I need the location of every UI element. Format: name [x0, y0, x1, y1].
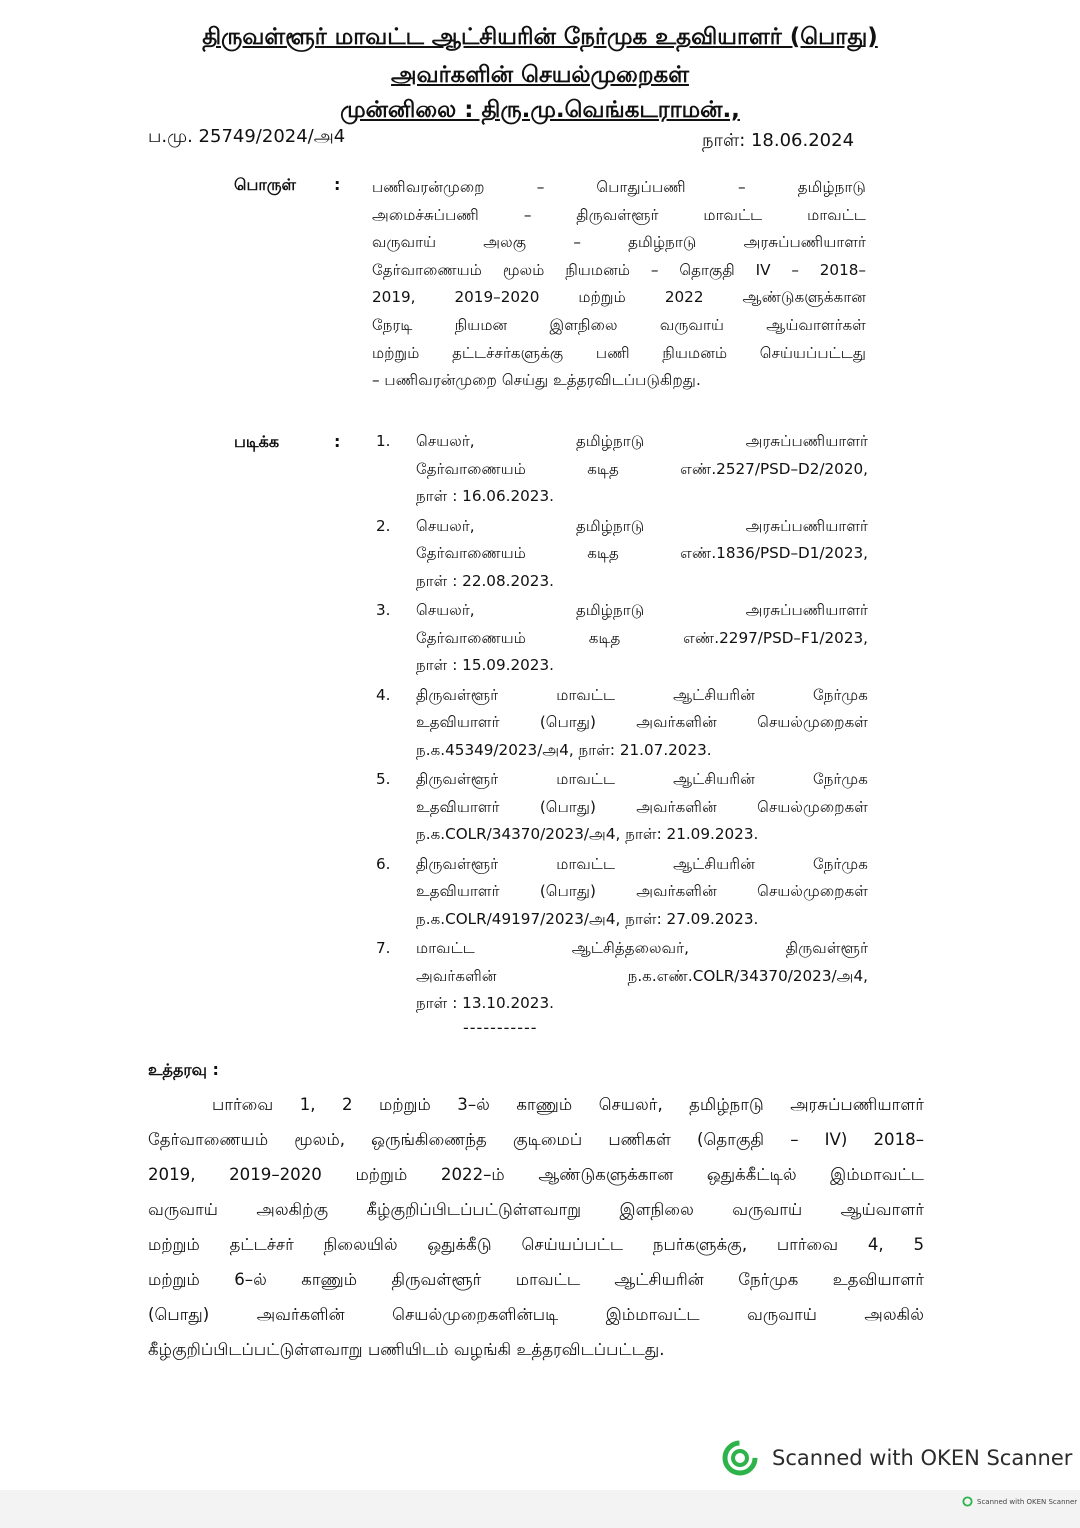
reference-line: அவர்களின் ந.க.எண்.COLR/34370/2023/அ4,: [416, 966, 868, 985]
reference-line: உதவியாளர் (பொது) அவர்களின் செயல்முறைகள்: [416, 797, 868, 816]
order-line: 2019, 2019–2020 மற்றும் 2022–ம் ஆண்டுகளுக்கான ஒதுக்கீட்டில் இம்மாவட்ட: [148, 1165, 924, 1184]
order-line: பார்வை 1, 2 மற்றும் 3–ல் காணும் செயலர், தமிழ்நாடு அரசுப்பணியாளர்: [212, 1095, 924, 1114]
subject-label: பொருள்: [234, 175, 296, 194]
header-line-1: திருவள்ளூர் மாவட்ட ஆட்சியரின் நேர்முக உதவியாளர் (பொது): [202, 24, 878, 50]
reference-line: தேர்வாணையம் கடித எண்.2297/PSD–F1/2023,: [416, 628, 868, 647]
order-label: உத்தரவு :: [148, 1060, 219, 1079]
scanner-mini-watermark: [962, 1496, 1077, 1507]
reference-line: உதவியாளர் (பொது) அவர்களின் செயல்முறைகள்: [416, 882, 868, 900]
reference-number: 5.: [376, 770, 391, 788]
subject-text: [372, 174, 866, 395]
reference-line: திருவள்ளூர் மாவட்ட ஆட்சியரின் நேர்முக: [416, 770, 868, 788]
order-line: தேர்வாணையம் மூலம், ஒருங்கிணைந்த குடிமைப் பணிகள் (தொகுதி – IV) 2018–: [148, 1130, 924, 1149]
reference-item: [376, 513, 870, 596]
reference-number: 3.: [376, 601, 391, 619]
subject-line: நேரடி நியமன இளநிலை வருவாய் ஆய்வாளர்கள்: [372, 315, 866, 334]
reference-line: ந.க.COLR/49197/2023/அ4, நாள்: 27.09.2023.: [416, 909, 759, 928]
subject-line: வருவாய் அலகு – தமிழ்நாடு அரசுப்பணியாளர்: [372, 233, 866, 252]
header-line-3: முன்னிலை : திரு.மு.வெங்கடராமன்.,: [340, 97, 740, 123]
references-label: படிக்க: [234, 432, 280, 451]
order-line: கீழ்குறிப்பிடப்பட்டுள்ளவாறு பணியிடம் வழங்கி உத்தரவிடப்பட்டது.: [148, 1340, 665, 1359]
reference-line: உதவியாளர் (பொது) அவர்களின் செயல்முறைகள்: [416, 713, 868, 731]
reference-number: 7.: [376, 939, 391, 957]
reference-line: நாள் : 16.06.2023.: [416, 487, 554, 505]
order-line: (பொது) அவர்களின் செயல்முறைகளின்படி இம்மாவட்ட வருவாய் அலகில்: [148, 1305, 924, 1324]
reference-line: ந.க.COLR/34370/2023/அ4, நாள்: 21.09.2023.: [416, 825, 759, 843]
subject-line: பணிவரன்முறை – பொதுப்பணி – தமிழ்நாடு: [372, 178, 866, 196]
document-date: நாள்: 18.06.2024: [702, 130, 855, 151]
subject-line: மற்றும் தட்டச்சர்களுக்கு பணி நியமனம் செய்யப்பட்டது: [372, 343, 866, 362]
reference-line: செயலர், தமிழ்நாடு அரசுப்பணியாளர்: [416, 516, 868, 535]
subject-line: தேர்வாணையம் மூலம் நியமனம் – தொகுதி IV – 2018–: [372, 260, 866, 279]
subject-line: 2019, 2019–2020 மற்றும் 2022 ஆண்டுகளுக்கான: [372, 288, 866, 307]
subject-line: அமைச்சுப்பணி – திருவள்ளூர் மாவட்ட மாவட்ட: [372, 205, 866, 224]
reference-item: [376, 597, 870, 680]
subject-line: – பணிவரன்முறை செய்து உத்தரவிடப்படுகிறது.: [372, 371, 701, 390]
order-paragraph: [148, 1087, 924, 1367]
order-line: மற்றும் 6–ல் காணும் திருவள்ளூர் மாவட்ட ஆட்சியரின் நேர்முக உதவியாளர்: [148, 1270, 924, 1289]
reference-item: [376, 682, 870, 765]
separator-dashes: -----------: [463, 1018, 538, 1037]
reference-number: 6.: [376, 854, 391, 873]
reference-item: [376, 851, 870, 934]
scanner-mini-label: Scanned with OKEN Scanner: [977, 1497, 1078, 1506]
subject-colon: :: [334, 175, 341, 194]
references-list: [376, 428, 870, 1020]
reference-line: ந.க.45349/2023/அ4, நாள்: 21.07.2023.: [416, 740, 712, 759]
reference-line: மாவட்ட ஆட்சித்தலைவர், திருவள்ளூர்: [416, 939, 868, 957]
footer-strip: [0, 1490, 1080, 1528]
reference-line: தேர்வாணையம் கடித எண்.2527/PSD–D2/2020,: [416, 459, 868, 478]
reference-number: ப.மு. 25749/2024/அ4: [148, 126, 346, 147]
oken-scanner-mini-logo-icon: [962, 1496, 973, 1507]
scanner-label: Scanned with OKEN Scanner: [772, 1446, 1073, 1470]
reference-item: [376, 935, 870, 1018]
references-colon: :: [334, 432, 341, 451]
reference-line: திருவள்ளூர் மாவட்ட ஆட்சியரின் நேர்முக: [416, 854, 868, 873]
reference-line: நாள் : 22.08.2023.: [416, 571, 554, 590]
header-line-2: அவர்களின் செயல்முறைகள்: [391, 62, 689, 88]
reference-number: 1.: [376, 432, 391, 450]
scanner-watermark: [722, 1438, 1072, 1478]
reference-line: செயலர், தமிழ்நாடு அரசுப்பணியாளர்: [416, 601, 868, 619]
reference-item: [376, 766, 870, 849]
reference-number: 2.: [376, 516, 391, 535]
reference-line: செயலர், தமிழ்நாடு அரசுப்பணியாளர்: [416, 432, 868, 450]
oken-scanner-logo-icon: [722, 1440, 758, 1476]
reference-line: திருவள்ளூர் மாவட்ட ஆட்சியரின் நேர்முக: [416, 685, 868, 704]
order-line: மற்றும் தட்டச்சர் நிலையில் ஒதுக்கீடு செய்யப்பட்ட நபர்களுக்கு, பார்வை 4, 5: [148, 1235, 924, 1254]
order-line: வருவாய் அலகிற்கு கீழ்குறிப்பிடப்பட்டுள்ளவாறு இளநிலை வருவாய் ஆய்வாளர்: [148, 1200, 924, 1219]
reference-line: நாள் : 15.09.2023.: [416, 656, 554, 674]
reference-number: 4.: [376, 685, 391, 704]
reference-line: நாள் : 13.10.2023.: [416, 994, 554, 1012]
reference-item: [376, 428, 870, 511]
reference-line: தேர்வாணையம் கடித எண்.1836/PSD–D1/2023,: [416, 544, 868, 562]
